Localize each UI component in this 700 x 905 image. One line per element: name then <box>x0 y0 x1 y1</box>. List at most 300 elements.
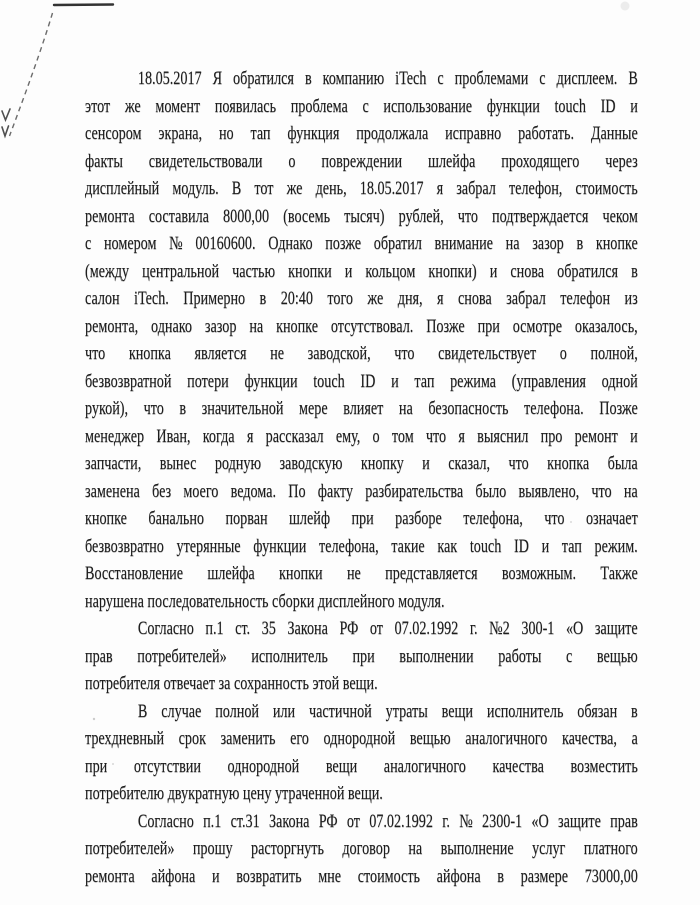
word: исполнитель <box>251 645 328 667</box>
word: выполнении <box>399 645 474 667</box>
word: п.1 <box>205 618 224 639</box>
word: аналогичного <box>383 755 466 777</box>
word: Закона <box>287 618 328 639</box>
word: мере <box>299 398 328 419</box>
word: того <box>327 288 353 309</box>
word: качества <box>492 755 544 777</box>
word: в <box>631 260 638 282</box>
word: потребителей» <box>137 645 227 667</box>
word: проблема <box>290 95 348 117</box>
word: (восемь <box>283 205 331 227</box>
word: забрал <box>506 288 546 309</box>
word: использование <box>383 95 473 117</box>
word: повреждении <box>321 150 403 172</box>
word: № <box>169 233 183 254</box>
word: Согласно <box>137 810 194 832</box>
document-text <box>85 65 638 890</box>
word: обратился <box>557 260 619 282</box>
word: в <box>259 288 267 309</box>
word: айфона <box>436 865 481 887</box>
word: Закона <box>268 810 310 832</box>
word: что <box>508 453 529 474</box>
word: touch <box>313 370 345 392</box>
word: кнопке <box>85 508 127 529</box>
word: touch <box>469 535 502 557</box>
text-line <box>85 560 638 588</box>
word: не <box>270 343 285 364</box>
word: в <box>631 700 638 722</box>
word: от <box>346 810 360 832</box>
word: заводской, <box>307 343 371 364</box>
word: прав <box>610 810 638 832</box>
diagonal-fold-crease <box>10 13 53 136</box>
text-line <box>85 505 638 533</box>
word: одной <box>601 370 638 392</box>
word: работать. <box>518 123 574 144</box>
text-line <box>85 615 638 643</box>
text-line <box>85 65 638 93</box>
word: кнопка <box>547 453 590 474</box>
word: когда <box>202 425 235 447</box>
word: тот <box>254 178 274 199</box>
word: 8000,00 <box>223 205 270 227</box>
word: салон <box>85 288 120 309</box>
text-line <box>85 533 638 561</box>
word: функция <box>287 123 340 144</box>
word: ст.31 <box>230 810 260 832</box>
word: кнопка <box>128 343 171 364</box>
word: дисплеем. <box>556 68 618 89</box>
word: В <box>231 178 242 199</box>
word: прав <box>85 645 113 667</box>
word: о <box>559 343 567 364</box>
word: позже <box>325 233 362 254</box>
word: компанию <box>322 68 385 89</box>
word: 18.05.2017 <box>359 178 424 199</box>
word: и <box>211 865 220 887</box>
text-line <box>85 863 638 891</box>
word: 00160600. <box>195 233 256 254</box>
word: обязан <box>577 700 618 722</box>
word: оказалось, <box>574 315 638 337</box>
word: 300-1 <box>521 618 555 639</box>
word: же <box>124 95 141 117</box>
word: однородной <box>227 755 300 777</box>
word: потребителей» <box>85 838 175 859</box>
word: продолжала <box>356 123 429 144</box>
word: и <box>541 535 550 557</box>
word: о <box>372 425 380 447</box>
word: однако <box>151 315 193 337</box>
word: №2 <box>489 618 510 639</box>
pen-check-mark-2 <box>2 126 9 136</box>
word: утерянные <box>176 535 241 557</box>
word: Позже <box>426 315 465 337</box>
word: 07.02.1992 <box>394 618 459 639</box>
word: такие <box>391 535 425 557</box>
word: срок <box>178 728 206 749</box>
word: через <box>605 150 638 172</box>
word: появилась <box>214 95 277 117</box>
text-line <box>85 93 638 121</box>
word: 2300-1 <box>482 810 523 832</box>
word: что <box>425 425 447 447</box>
word: центральной <box>142 260 220 282</box>
word: п.1 <box>203 810 222 832</box>
word: свидетельствовали <box>148 150 263 172</box>
word: на <box>408 838 423 859</box>
word: и <box>489 260 498 282</box>
word: полной, <box>590 343 638 364</box>
word: договор <box>342 838 390 859</box>
word: свидетельствует <box>438 343 537 364</box>
word: частичной <box>308 700 372 722</box>
word: режима <box>450 370 496 392</box>
word: ID <box>513 535 529 557</box>
word: с <box>539 68 546 89</box>
word: ст. <box>235 618 251 639</box>
word: является <box>194 343 247 364</box>
text-line: потребителю двукратную цену утраченной вещи. <box>85 783 383 804</box>
word: и <box>630 95 638 117</box>
word: в <box>497 865 504 887</box>
word: моего <box>183 480 219 502</box>
text-line <box>85 285 638 313</box>
word: на <box>249 315 264 337</box>
text-line: нарушена последовательность сборки дисплейного модуля. <box>85 590 445 612</box>
word: менеджер <box>85 425 145 447</box>
text-line <box>85 698 638 726</box>
text-line <box>85 368 638 396</box>
word: айфона <box>151 865 196 887</box>
word: рассказал <box>265 425 324 447</box>
word: что <box>85 343 106 364</box>
text-line <box>85 423 638 451</box>
word: вынес <box>159 453 197 474</box>
word: возможным. <box>501 563 577 584</box>
word: 18.05.2017 <box>137 68 202 89</box>
word: 20:40 <box>280 288 313 309</box>
word: и <box>391 370 399 392</box>
word: функции <box>244 370 298 392</box>
text-line <box>85 120 638 148</box>
word: заводскую <box>279 453 343 474</box>
smudge-top-right <box>621 2 630 11</box>
word: влияет <box>343 398 384 419</box>
word: г. <box>442 810 450 832</box>
word: рублей, <box>398 205 444 227</box>
word: Примерно <box>183 288 246 309</box>
word: тысяч) <box>344 205 385 227</box>
word: 73000,00 <box>584 865 638 887</box>
word: на <box>398 398 413 419</box>
word: 07.02.1992 <box>369 810 433 832</box>
word: но <box>218 123 234 144</box>
word: качества, <box>561 728 617 749</box>
word: телефон <box>560 288 611 309</box>
text-line <box>85 835 638 863</box>
word: исправно <box>445 123 502 144</box>
word: номером <box>103 233 157 254</box>
word: же <box>286 178 303 199</box>
word: потери <box>187 370 229 392</box>
word: вещью <box>409 728 451 749</box>
word: что <box>591 480 612 502</box>
word: работы <box>498 645 542 667</box>
text-line <box>85 450 638 478</box>
word: обратился <box>233 68 294 89</box>
word: ID <box>600 95 616 117</box>
word: выявлено, <box>518 480 580 502</box>
text-line <box>85 753 638 781</box>
word: телефона, <box>318 535 379 557</box>
word: разбирательства <box>365 480 464 502</box>
word: проходящего <box>501 150 580 172</box>
word: чеком <box>602 205 638 227</box>
word: кнопки <box>288 260 332 282</box>
word: прошу <box>192 838 233 859</box>
word: при <box>85 755 108 777</box>
word: обратил <box>373 233 422 254</box>
word: частью <box>232 260 276 282</box>
pen-check-mark-1 <box>2 109 10 120</box>
word: «О <box>565 618 584 639</box>
word: я <box>436 178 444 199</box>
word: «О <box>531 810 549 832</box>
word: тап <box>414 370 435 392</box>
word: в <box>304 68 312 89</box>
word: сенсором <box>85 123 142 144</box>
word: РФ <box>339 618 359 639</box>
word: экрана, <box>158 123 203 144</box>
word: По <box>288 480 306 502</box>
text-line <box>85 203 638 231</box>
word: снова <box>510 260 545 282</box>
word: отсутствии <box>133 755 201 777</box>
word: кнопку <box>360 453 404 474</box>
word: ремонта <box>85 205 135 227</box>
word: в <box>179 398 187 419</box>
word: внимание <box>434 233 493 254</box>
word: кнопке <box>595 233 638 254</box>
word: разборе <box>395 508 442 529</box>
word: функции <box>253 535 307 557</box>
word: выяснил <box>477 425 529 447</box>
word: В <box>137 700 148 722</box>
text-line <box>85 230 638 258</box>
word: платного <box>583 838 638 859</box>
word: безвозвратно <box>85 535 164 557</box>
text-line <box>85 313 638 341</box>
word: защите <box>594 618 638 639</box>
word: iTech <box>395 68 427 89</box>
text-line <box>85 258 638 286</box>
word: однородной <box>323 728 396 749</box>
word: не <box>346 563 361 584</box>
word: без <box>152 480 172 502</box>
word: стоимость <box>575 178 638 199</box>
word: безвозвратной <box>85 370 172 392</box>
word: Данные <box>590 123 638 144</box>
word: же <box>367 288 384 309</box>
text-line <box>85 725 638 753</box>
word: означает <box>585 508 638 529</box>
word: как <box>437 535 458 557</box>
word: факты <box>85 150 123 172</box>
word: при <box>351 508 374 529</box>
word: утраты <box>385 700 428 722</box>
word: возместить <box>570 755 638 777</box>
word: Иван, <box>156 425 191 447</box>
word: ремонт <box>574 425 618 447</box>
word: я <box>437 288 444 309</box>
word: телефона. <box>524 398 584 419</box>
word: кнопки) <box>428 260 477 282</box>
word: touch <box>554 95 586 117</box>
word: отсутствовал. <box>330 315 414 337</box>
text-line <box>85 175 638 203</box>
word: сказал, <box>448 453 491 474</box>
word: Я <box>212 68 223 89</box>
word: выполнение <box>440 838 514 859</box>
word: о <box>288 150 296 172</box>
word: с <box>362 95 369 117</box>
text-line <box>85 808 638 836</box>
word: на <box>505 233 520 254</box>
word: кнопки <box>279 563 323 584</box>
word: (управления <box>511 370 586 392</box>
word: или <box>272 700 296 722</box>
word: функции <box>486 95 540 117</box>
word: зазор <box>204 315 237 337</box>
word: было <box>475 480 507 502</box>
word: от <box>369 618 383 639</box>
word: заменить <box>220 728 276 749</box>
word: дисплейный <box>85 178 160 199</box>
word: банально <box>148 508 205 529</box>
word: (между <box>85 260 130 282</box>
word: вещью <box>596 645 638 667</box>
text-line <box>85 340 638 368</box>
word: № <box>459 810 473 832</box>
word: при <box>477 315 500 337</box>
word: трехдневный <box>85 728 165 749</box>
word: на <box>623 480 638 502</box>
word: г. <box>469 618 478 639</box>
word: безопасность <box>428 398 509 419</box>
word: я <box>458 425 465 447</box>
word: я <box>246 425 254 447</box>
word: шлейф <box>289 508 331 529</box>
word: Согласно <box>137 618 194 639</box>
word: значительной <box>201 398 284 419</box>
word: ведома. <box>230 480 276 502</box>
word: момент <box>155 95 201 117</box>
word: возвратить <box>236 865 302 887</box>
word: режим. <box>594 535 638 557</box>
word: с <box>437 68 444 89</box>
text-line <box>85 395 638 423</box>
word: в <box>576 233 584 254</box>
word: защите <box>558 810 601 832</box>
word: 35 <box>261 618 276 639</box>
word: что <box>457 205 478 227</box>
top-crease-line <box>54 5 113 6</box>
word: шлейфа <box>428 150 476 172</box>
word: родную <box>214 453 262 474</box>
word: случае <box>161 700 202 722</box>
word: тап <box>250 123 271 144</box>
word: зазор <box>532 233 564 254</box>
word: РФ <box>318 810 338 832</box>
word: Однако <box>268 233 313 254</box>
word: подтверждается <box>492 205 589 227</box>
word: снова <box>458 288 492 309</box>
word: исполнитель <box>486 700 564 722</box>
word: тап <box>561 535 582 557</box>
word: кнопке <box>276 315 318 337</box>
word: заменена <box>85 480 140 502</box>
word: расторгнуть <box>251 838 324 859</box>
text-line <box>85 478 638 506</box>
word: В <box>628 68 638 89</box>
word: размере <box>520 865 569 887</box>
word: про <box>540 425 563 447</box>
text-line <box>85 643 638 671</box>
word: том <box>391 425 414 447</box>
word: Также <box>600 563 638 584</box>
word: что <box>544 508 565 529</box>
word: кольцом <box>365 260 416 282</box>
word: дня, <box>397 288 423 309</box>
word: ремонта <box>85 865 135 887</box>
word: из <box>624 288 638 309</box>
word: полной <box>215 700 259 722</box>
word: стоимость <box>357 865 420 887</box>
word: ремонта, <box>85 315 139 337</box>
word: мне <box>318 865 342 887</box>
word: модуль. <box>172 178 219 199</box>
word: при <box>352 645 375 667</box>
word: ID <box>360 370 376 392</box>
word: порван <box>225 508 268 529</box>
word: с <box>566 645 573 667</box>
word: факту <box>317 480 353 502</box>
word: с <box>85 233 92 254</box>
word: представляется <box>385 563 478 584</box>
word: день, <box>315 178 347 199</box>
word: запчасти, <box>85 453 142 474</box>
text-line <box>85 148 638 176</box>
word: вещи <box>325 755 358 777</box>
word: что <box>143 398 164 419</box>
word: вещи <box>441 700 473 722</box>
word: ему, <box>335 425 361 447</box>
word: осмотре <box>512 315 563 337</box>
word: его <box>290 728 309 749</box>
word: iTech. <box>134 288 169 309</box>
word: и <box>344 260 353 282</box>
word: аналогичного <box>465 728 548 749</box>
word: рукой), <box>85 398 129 419</box>
word: проблемами <box>454 68 529 89</box>
word: шлейфа <box>207 563 255 584</box>
word: телефона, <box>463 508 523 529</box>
word: а <box>631 728 638 749</box>
word: забрал <box>456 178 496 199</box>
word: и <box>422 453 430 474</box>
word: телефон, <box>508 178 563 199</box>
